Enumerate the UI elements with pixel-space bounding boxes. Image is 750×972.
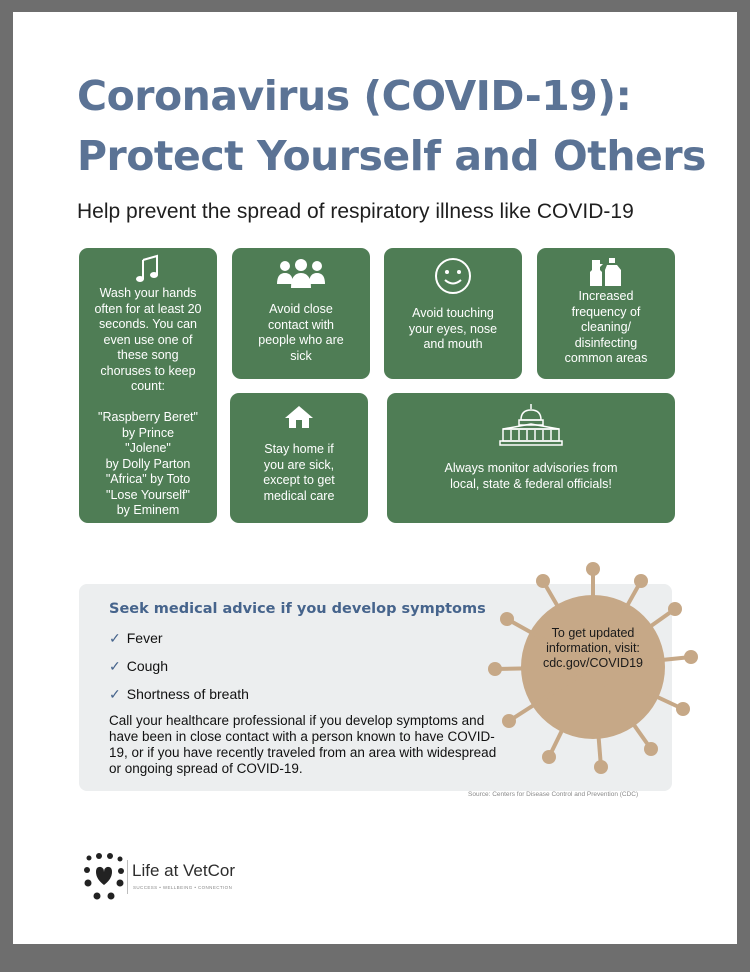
source-note: Source: Centers for Disease Control and Prevention (CDC) bbox=[468, 791, 639, 798]
logo-divider bbox=[127, 860, 128, 894]
cleaning-card bbox=[537, 248, 675, 379]
wash-hands-text: Wash your hands often for at least 20 seconds. You can even use one of these song choruses to keep count: "Raspberry Beret" by Prince "Jolene" by Dolly Parton "Africa" by Toto "Lose Yourself" by Eminem bbox=[94, 286, 202, 517]
cleaning-bottles-icon bbox=[588, 256, 624, 288]
smiley-face-icon bbox=[433, 256, 473, 296]
symptom-label: Cough bbox=[126, 658, 168, 674]
subtitle: Help prevent the spread of respiratory illness like COVID-19 bbox=[77, 200, 634, 223]
advisories-text: Always monitor advisories from local, state & federal officials! bbox=[444, 461, 618, 491]
checkmark-icon: ✓ bbox=[109, 630, 121, 646]
cdc-info-label: To get updated information, visit: cdc.gov/COVID19 bbox=[542, 626, 644, 670]
stay-home-card bbox=[230, 393, 368, 523]
music-note-icon bbox=[135, 254, 161, 284]
title-line-1: Coronavirus (COVID-19): bbox=[77, 72, 632, 120]
avoid-contact-card bbox=[232, 248, 370, 379]
stay-home-text: Stay home if you are sick, except to get medical care bbox=[263, 442, 335, 503]
page-title bbox=[77, 66, 706, 186]
symptoms-paragraph: Call your healthcare professional if you develop symptoms and have been in close contact with a person known to have COVID-19, or if you have recently traveled from an area with widespread or ongoing spread of COVID-19. bbox=[109, 713, 497, 776]
advisories-card bbox=[387, 393, 675, 523]
capitol-building-icon bbox=[499, 403, 563, 447]
cleaning-text: Increased frequency of cleaning/ disinfecting common areas bbox=[564, 289, 648, 365]
title-line-2: Protect Yourself and Others bbox=[77, 132, 706, 180]
people-icon bbox=[275, 258, 327, 290]
symptom-label: Shortness of breath bbox=[126, 686, 249, 702]
avoid-touching-card bbox=[384, 248, 522, 379]
checkmark-icon: ✓ bbox=[109, 686, 121, 702]
cdc-info-text bbox=[518, 626, 668, 671]
avoid-contact-text: Avoid close contact with people who are sick bbox=[258, 302, 344, 363]
logo-tagline: SUCCESS • WELLBEING • CONNECTION bbox=[133, 885, 233, 890]
symptom-item bbox=[109, 630, 163, 647]
checkmark-icon: ✓ bbox=[109, 658, 121, 674]
symptom-item bbox=[109, 686, 249, 703]
vetcor-logo-icon bbox=[83, 852, 125, 904]
symptom-item bbox=[109, 658, 168, 675]
symptoms-heading: Seek medical advice if you develop symptoms bbox=[109, 601, 486, 617]
avoid-touching-text: Avoid touching your eyes, nose and mouth bbox=[408, 306, 498, 351]
house-icon bbox=[284, 405, 314, 429]
flyer-page bbox=[13, 12, 737, 944]
wash-hands-card bbox=[79, 248, 217, 523]
logo-name: Life at VetCor bbox=[132, 861, 236, 880]
symptom-label: Fever bbox=[126, 630, 163, 646]
